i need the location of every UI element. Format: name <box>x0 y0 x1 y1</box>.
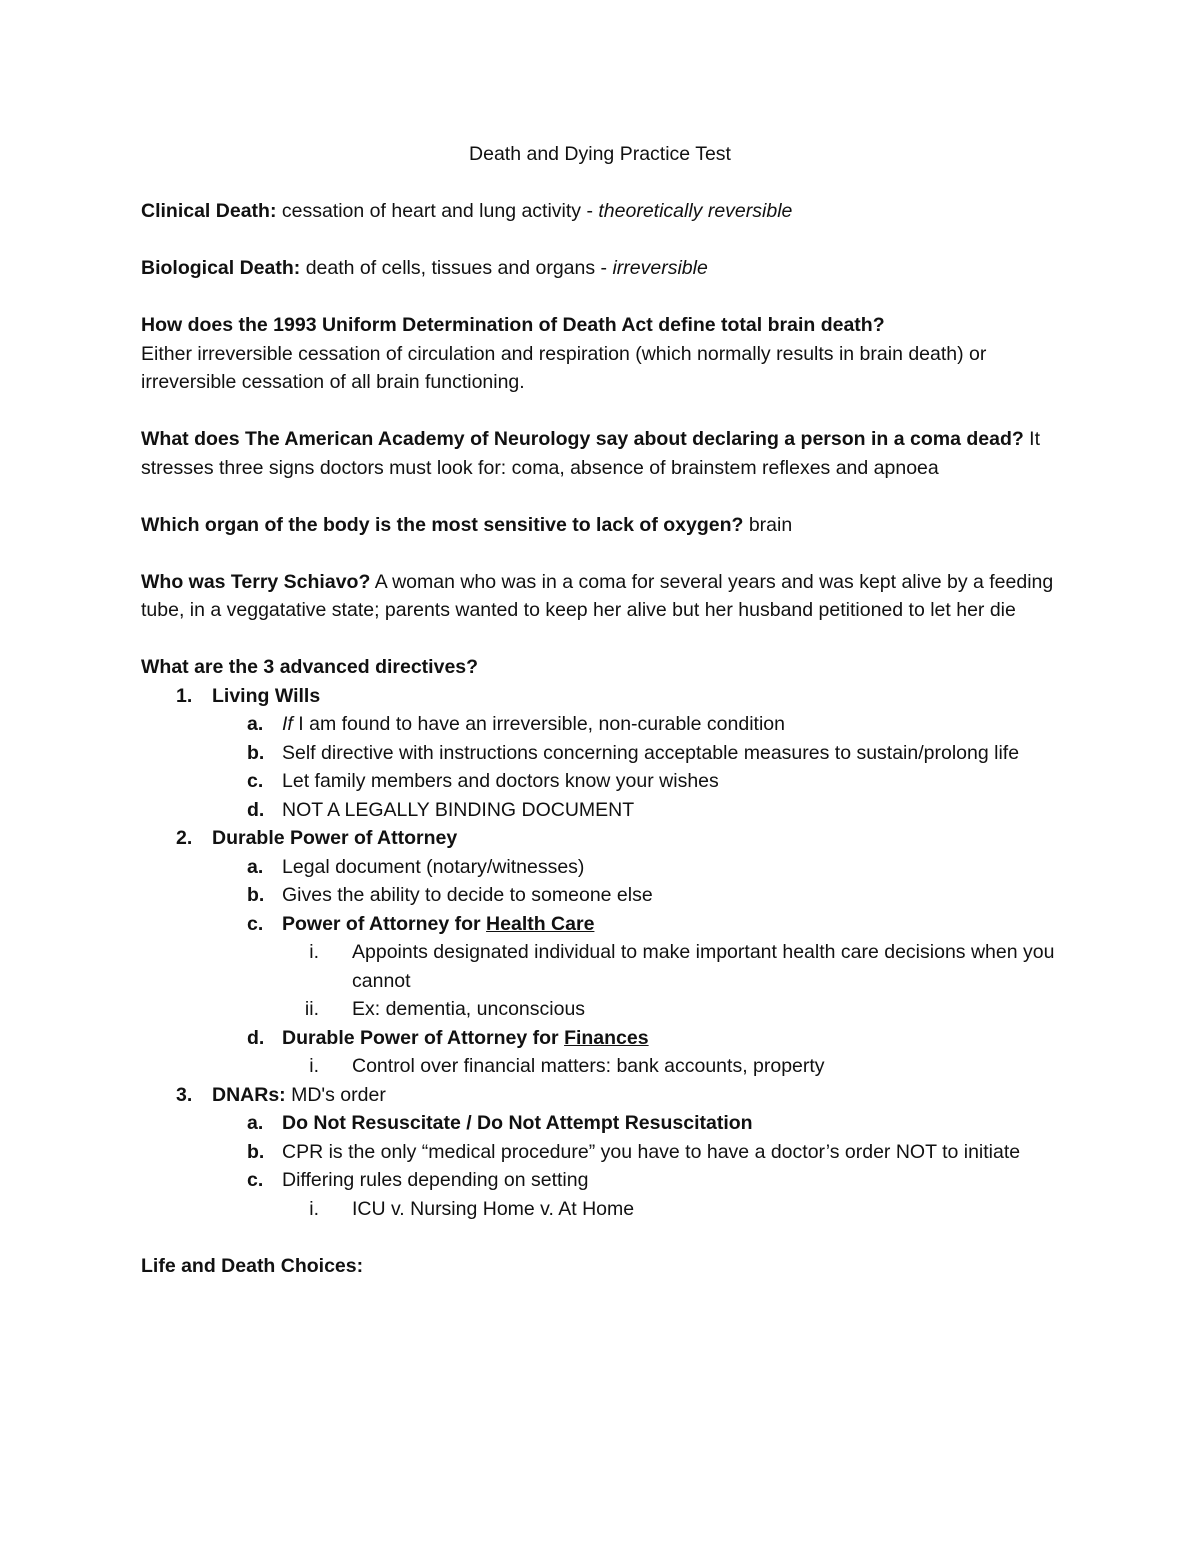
list-item-text: Ex: dementia, unconscious <box>352 998 586 1020</box>
list-item-emphasis: If <box>282 713 293 735</box>
list-marker: 3. <box>176 1083 193 1106</box>
list-item <box>141 710 1071 739</box>
document-title: Death and Dying Practice Test <box>469 143 731 165</box>
list-item-text: MD's order <box>285 1083 386 1106</box>
list-item-text: Legal document (notary/witnesses) <box>282 855 585 878</box>
list-item-label: Durable Power of Attorney for <box>282 1026 565 1049</box>
document-body <box>141 197 1071 1309</box>
list-item-text: Self directive with instructions concerning acceptable measures to sustain/prolong life <box>282 741 1020 764</box>
list-item-label: DNARs: <box>212 1083 286 1106</box>
list-marker: 2. <box>176 827 193 849</box>
list-marker: i. <box>309 1197 319 1220</box>
directives-question-text: What are the 3 advanced directives? <box>141 656 479 678</box>
list-marker: c. <box>247 770 264 792</box>
list-item-text: Control over financial matters: bank accounts, property <box>352 1055 825 1077</box>
list-item <box>141 881 1071 910</box>
list-item-label: Power of Attorney for <box>282 912 487 935</box>
list-item <box>141 796 1071 825</box>
schiavo-entry <box>141 568 1071 625</box>
list-item <box>141 938 1071 995</box>
list-marker: a. <box>247 713 264 735</box>
list-marker: ii. <box>304 998 319 1020</box>
list-marker: i. <box>309 1055 319 1077</box>
organ-question: Which organ of the body is the most sensitive to lack of oxygen? <box>141 513 744 536</box>
list-marker: c. <box>247 912 264 935</box>
list-item <box>141 1024 1071 1053</box>
list-marker: b. <box>247 1140 265 1163</box>
list-item <box>141 1052 1071 1081</box>
list-item <box>141 910 1071 939</box>
schiavo-answer: A woman who was in a coma for several years and was kept alive by a feeding tube, in a veggatative state; parents wanted to keep her alive but her husband petitioned to let her die <box>141 570 1054 621</box>
clinical-death-definition: cessation of heart and lung activity - <box>276 200 599 222</box>
clinical-death-entry <box>141 197 1071 226</box>
directives-question <box>141 653 1071 682</box>
udda-answer: Either irreversible cessation of circulation and respiration (which normally results in brain death) or irreversible cessation of all brain functioning. <box>141 342 987 393</box>
biological-death-note: irreversible <box>612 257 708 279</box>
biological-death-entry <box>141 254 1071 283</box>
biological-death-definition: death of cells, tissues and organs - <box>300 257 613 279</box>
list-item-underline: Health Care <box>486 912 595 935</box>
organ-answer: brain <box>743 513 793 536</box>
biological-death-term: Biological Death: <box>141 257 301 279</box>
list-marker: 1. <box>176 684 193 707</box>
list-marker: b. <box>247 884 265 906</box>
life-death-heading <box>141 1252 1071 1281</box>
list-item <box>141 767 1071 796</box>
life-death-heading-text: Life and Death Choices: <box>141 1254 364 1277</box>
list-marker: a. <box>247 1112 264 1134</box>
list-item-text: ICU v. Nursing Home v. At Home <box>352 1197 635 1220</box>
list-item-underline: Finances <box>564 1026 649 1049</box>
list-item-text: Let family members and doctors know your wishes <box>282 770 719 792</box>
list-item-label: Living Wills <box>212 684 321 707</box>
aan-answer: It stresses three signs doctors must look for: coma, absence of brainstem reflexes and apnoea <box>141 428 1041 479</box>
list-item-text: Gives the ability to decide to someone else <box>282 884 653 906</box>
list-marker: i. <box>309 941 319 963</box>
list-item <box>141 1195 1071 1224</box>
list-item <box>141 853 1071 882</box>
list-item <box>141 1109 1071 1138</box>
list-item <box>141 1166 1071 1195</box>
list-item <box>141 1138 1071 1167</box>
udda-question: How does the 1993 Uniform Determination of Death Act define total brain death? <box>141 314 885 336</box>
list-marker: d. <box>247 1026 265 1049</box>
list-marker: b. <box>247 741 265 764</box>
list-marker: a. <box>247 855 264 878</box>
list-item <box>141 824 1071 853</box>
organ-entry <box>141 511 1071 540</box>
list-item-label: Durable Power of Attorney <box>212 827 458 849</box>
list-item <box>141 682 1071 711</box>
list-item <box>141 995 1071 1024</box>
schiavo-question: Who was Terry Schiavo? <box>141 570 371 593</box>
clinical-death-term: Clinical Death: <box>141 200 277 222</box>
list-marker: d. <box>247 798 265 821</box>
list-item <box>141 739 1071 768</box>
aan-entry <box>141 425 1071 482</box>
aan-question: What does The American Academy of Neurology say about declaring a person in a coma dead? <box>141 428 1024 450</box>
list-marker: c. <box>247 1169 264 1191</box>
list-item-text: Differing rules depending on setting <box>282 1169 589 1191</box>
directives-list <box>141 682 1071 1224</box>
list-item-text: NOT A LEGALLY BINDING DOCUMENT <box>282 798 635 821</box>
list-item <box>141 1081 1071 1110</box>
list-item-text: I am found to have an irreversible, non-curable condition <box>292 713 785 735</box>
list-item-label: Do Not Resuscitate / Do Not Attempt Resuscitation <box>282 1112 753 1134</box>
list-item-text: Appoints designated individual to make important health care decisions when you cannot <box>352 941 1055 992</box>
clinical-death-note: theoretically reversible <box>598 200 793 222</box>
list-item-text: CPR is the only “medical procedure” you have to have a doctor’s order NOT to initiate <box>282 1140 1021 1163</box>
udda-entry <box>141 311 1071 397</box>
